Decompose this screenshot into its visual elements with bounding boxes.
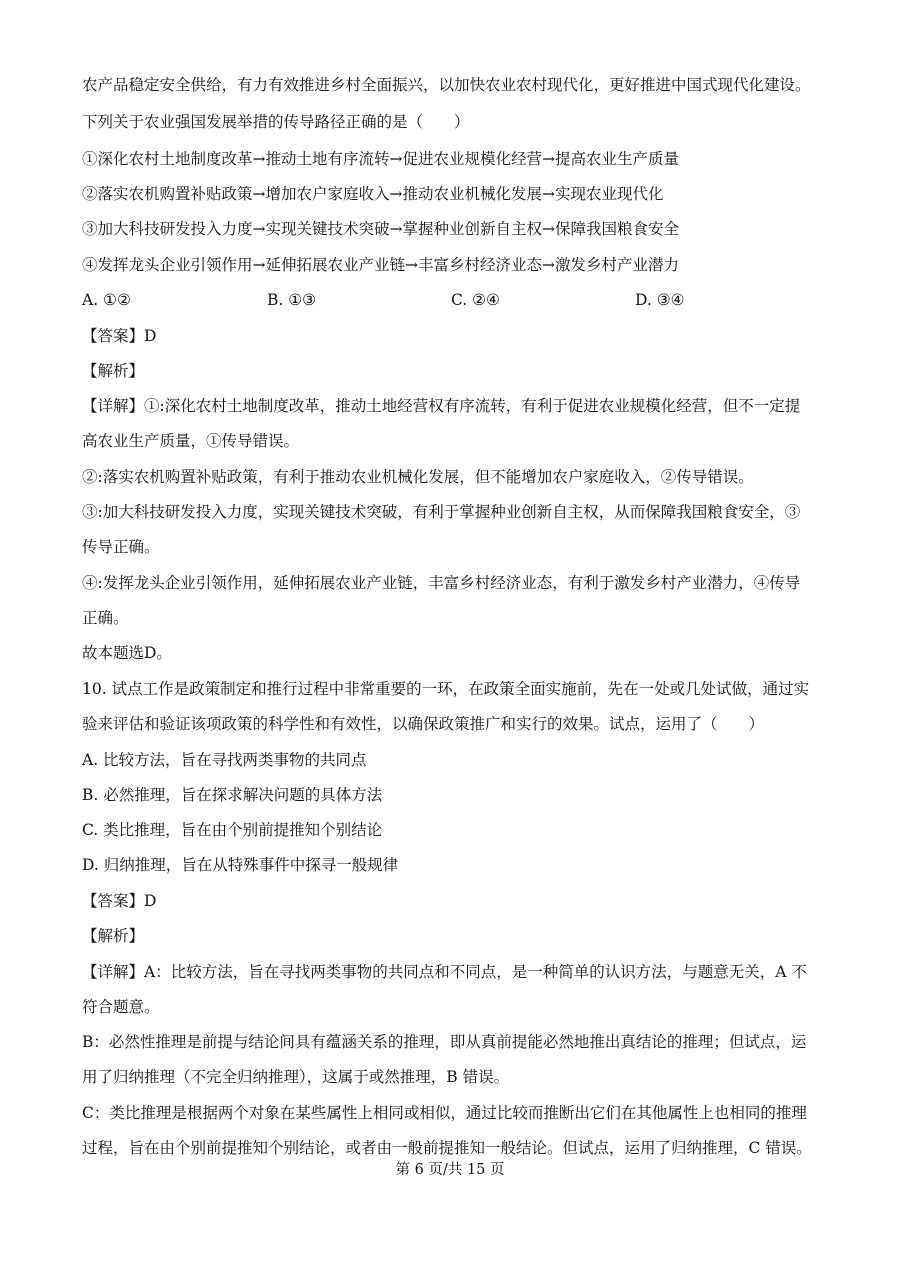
q10-analysis-label: 【解析】	[82, 927, 145, 945]
q10-option-a: A. 比较方法，旨在寻找两类事物的共同点	[82, 751, 367, 769]
q9-option-c: C. ②④	[451, 291, 500, 309]
q9-intro-text: 农产品稳定安全供给，有力有效推进乡村全面振兴，以加快农业农村现代化，更好推进中国式现代化建设。	[82, 76, 811, 94]
q9-answer: 【答案】D	[82, 327, 157, 345]
q10-option-c: C. 类比推理，旨在由个别前提推知个别结论	[82, 821, 383, 839]
q9-item-2: ②落实农机购置补贴政策→增加农户家庭收入→推动农业机械化发展→实现农业现代化	[82, 185, 664, 203]
q10-option-d: D. 归纳推理，旨在从特殊事件中探寻一般规律	[82, 856, 399, 874]
q9-option-b: B. ①③	[267, 291, 317, 309]
q10-option-b: B. 必然推理，旨在探求解决问题的具体方法	[82, 786, 383, 804]
q10-stem-line-2: 验来评估和验证该项政策的科学性和有效性，以确保政策推广和实行的效果。试点，运用了（ ）	[82, 715, 765, 733]
q9-item-1: ①深化农村土地制度改革→推动土地有序流转→促进农业规模化经营→提高农业生产质量	[82, 150, 679, 168]
q10-detail-b-line-1: B：必然性推理是前提与结论间具有蕴涵关系的推理，即从真前提能必然地推出真结论的推理；但试点，运	[82, 1033, 807, 1051]
q9-detail-1a: 【详解】①:深化农村土地制度改革，推动土地经营权有序流转，有利于促进农业规模化经营，但不一定提	[82, 397, 801, 415]
q10-detail-a-line-1: 【详解】A：比较方法，旨在寻找两类事物的共同点和不同点，是一种简单的认识方法，与题意无关，A 不	[82, 963, 807, 981]
q9-option-a: A. ①②	[82, 291, 131, 309]
q9-option-d: D. ③④	[635, 291, 685, 309]
q9-detail-3b: 传导正确。	[82, 538, 160, 556]
q9-question-stem: 下列关于农业强国发展举措的传导路径正确的是（ ）	[82, 113, 470, 131]
page-footer: 第 6 页/共 15 页	[395, 1162, 505, 1178]
q9-detail-4a: ④:发挥龙头企业引领作用，延伸拓展农业产业链，丰富乡村经济业态，有利于激发乡村产业潜力，④传导	[82, 574, 801, 592]
q9-detail-4b: 正确。	[82, 609, 129, 627]
q9-detail-1b: 高农业生产质量，①传导错误。	[82, 432, 300, 450]
q10-stem-line-1: 10. 试点工作是政策制定和推行过程中非常重要的一环，在政策全面实施前，先在一处或几处试做，通过实	[82, 680, 810, 698]
q10-detail-b-line-2: 用了归纳推理（不完全归纳推理），这属于或然推理，B 错误。	[82, 1068, 510, 1086]
q10-detail-c-line-2: 过程，旨在由个别前提推知个别结论，或者由一般前提推知一般结论。但试点，运用了归纳推理，C 错误。	[82, 1139, 812, 1157]
q9-detail-2: ②:落实农机购置补贴政策，有利于推动农业机械化发展，但不能增加农户家庭收入，②传导错误。	[82, 468, 754, 486]
q9-conclusion: 故本题选D。	[82, 644, 172, 662]
q10-detail-a-line-2: 符合题意。	[82, 998, 160, 1016]
q9-detail-3a: ③:加大科技研发投入力度，实现关键技术突破，有利于掌握种业创新自主权，从而保障我国粮食安全，③	[82, 503, 801, 521]
q10-detail-c-line-1: C：类比推理是根据两个对象在某些属性上相同或相似，通过比较而推断出它们在其他属性上也相同的推理	[82, 1104, 807, 1122]
q10-answer: 【答案】D	[82, 892, 157, 910]
q9-item-3: ③加大科技研发投入力度→实现关键技术突破→掌握种业创新自主权→保障我国粮食安全	[82, 220, 679, 238]
q9-analysis-label: 【解析】	[82, 362, 145, 380]
q9-item-4: ④发挥龙头企业引领作用→延伸拓展农业产业链→丰富乡村经济业态→激发乡村产业潜力	[82, 256, 679, 274]
